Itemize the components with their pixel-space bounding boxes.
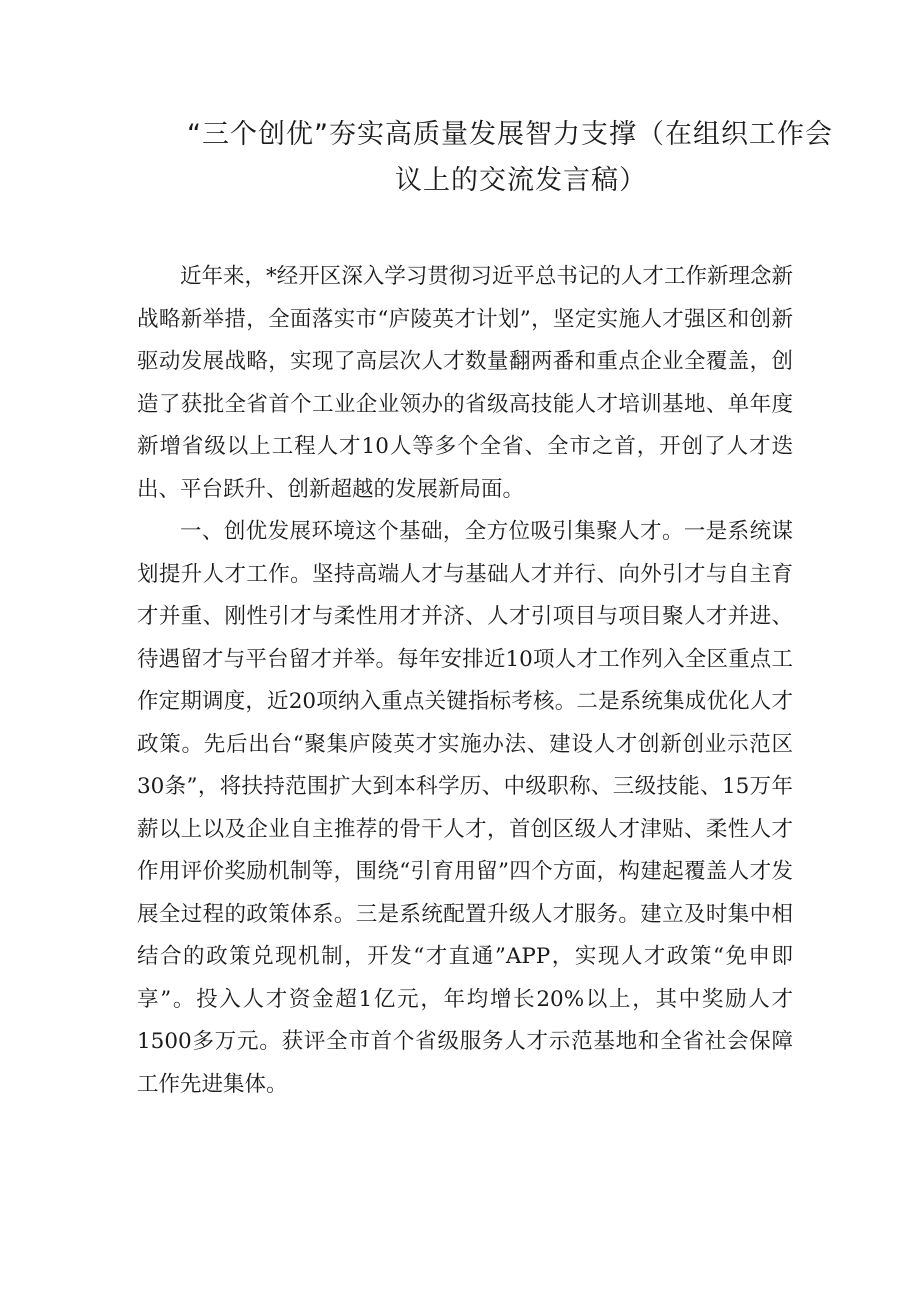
document-title bbox=[140, 112, 833, 204]
title-line-1: “三个创优”夯实高质量发展智力支撑（在组织工作会 bbox=[187, 119, 833, 150]
paragraph-intro: 近年来，*经开区深入学习贯彻习近平总书记的人才工作新理念新战略新举措，全面落实市“庐陵英才计划”，坚定实施人才强区和创新驱动发展战略，实现了高层次人才数量翻两番和重点企业全覆盖，创造了获批全省首个工业企业领办的省级高技能人才培训基地、单年度新增省级以上工程人才10人等多个全省、全市之首，开创了人才迭出、平台跃升、创新超越的发展新局面。 bbox=[137, 264, 793, 502]
title-line-2: 议上的交流发言稿） bbox=[395, 165, 647, 196]
document-body bbox=[137, 256, 793, 1106]
paragraph-section-1: 一、创优发展环境这个基础，全方位吸引集聚人才。一是系统谋划提升人才工作。坚持高端人才与基础人才并行、向外引才与自主育才并重、刚性引才与柔性用才并济、人才引项目与项目聚人才并进、待遇留才与平台留才并举。每年安排近10项人才工作列入全区重点工作定期调度，近20项纳入重点关键指标考核。二是系统集成优化人才政策。先后出台“聚集庐陵英才实施办法、建设人才创新创业示范区30条”，将扶持范围扩大到本科学历、中级职称、三级技能、15万年薪以上以及企业自主推荐的骨干人才，首创区级人才津贴、柔性人才作用评价奖励机制等，围绕“引育用留”四个方面，构建起覆盖人才发展全过程的政策体系。三是系统配置升级人才服务。建立及时集中相结合的政策兑现机制，开发“才直通”APP，实现人才政策“免申即享”。投入人才资金超1亿元，年均增长20%以上，其中奖励人才1500多万元。获评全市首个省级服务人才示范基地和全省社会保障工作先进集体。 bbox=[137, 519, 793, 1097]
